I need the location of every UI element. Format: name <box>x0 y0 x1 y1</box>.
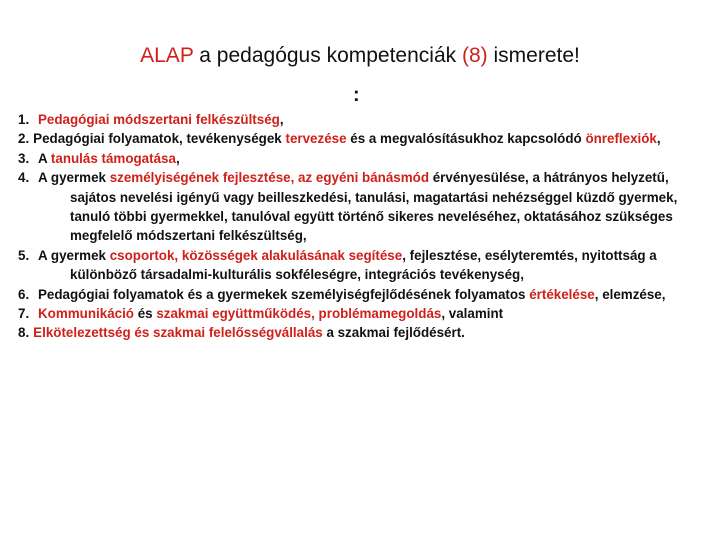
list-item-text: Pedagógiai folyamatok, tevékenységek <box>33 131 286 147</box>
list-item <box>18 246 708 285</box>
title-main: a pedagógus kompetenciák <box>193 44 462 67</box>
list-item-number: 5. <box>18 247 30 263</box>
list-item <box>18 304 708 323</box>
list-item-number: 8. <box>18 325 30 341</box>
list-item-text: , <box>175 150 180 166</box>
highlighted-text: tervezése <box>285 131 347 147</box>
list-item-number: 7. <box>18 306 30 322</box>
list-item-text: , valamint <box>441 306 504 322</box>
list-item-text: A gyermek <box>38 247 110 263</box>
list-item-number: 4. <box>18 170 30 186</box>
list-item <box>18 168 708 246</box>
list-item-number: 2. <box>18 131 30 147</box>
highlighted-text: csoportok, közösségek alakulásának segítése <box>109 247 403 263</box>
highlighted-text: Kommunikáció <box>38 306 134 322</box>
list-item-number: 3. <box>18 150 30 166</box>
list-item <box>18 285 708 304</box>
title-end: ismerete! <box>487 44 580 67</box>
list-item-number: 6. <box>18 286 30 302</box>
list-item-text: A <box>38 150 51 166</box>
title-count: (8) <box>461 44 488 67</box>
list-item-number: 1. <box>18 112 30 127</box>
list-item-text: érvényesülése, a hátrányos helyzetű, sajátos nevelési igényű vagy beilleszkedési, tanulási, magatartási nehézséggel küzdő gyermek, tanuló többi gyermekkel, tanulóval együtt történő sikeres neveléséhez, oktatásához szükséges megfelelő módszertani felkészültség, <box>70 170 678 244</box>
list-item-text: , fejlesztése, esélyteremtés, nyitottság a különböző társadalmi-kulturális sokféleségre, integrációs tevékenység, <box>70 247 657 283</box>
list-item <box>18 149 708 168</box>
list-item-text: és a megvalósításukhoz kapcsolódó <box>346 131 586 147</box>
list-item-text: , elemzése, <box>594 286 666 302</box>
highlighted-text: Elkötelezettség és szakmai felelősségvállalás <box>33 325 323 341</box>
highlighted-text: értékelése <box>529 286 595 302</box>
highlighted-text: személyiségének fejlesztése, az egyéni bánásmód <box>109 170 429 186</box>
page-title <box>0 44 720 68</box>
highlighted-text: szakmai együttműködés, problémamegoldás <box>156 306 442 322</box>
list-item-text: Pedagógiai folyamatok és a gyermekek személyiségfejlődésének folyamatos <box>38 286 530 302</box>
list-item-text: , <box>656 131 661 147</box>
list-item <box>18 129 708 148</box>
highlighted-text: Pedagógiai módszertani felkészültség <box>38 112 280 127</box>
list-item <box>18 110 708 129</box>
list-item-text: a szakmai fejlődésért. <box>322 325 465 341</box>
list-item <box>18 323 708 342</box>
list-item-text: és <box>133 306 157 322</box>
colon-mark: : <box>353 84 360 106</box>
list-item-text: , <box>279 112 284 127</box>
competency-list <box>18 110 708 343</box>
highlighted-text: önreflexiók <box>585 131 657 147</box>
list-item-text: A gyermek <box>38 170 110 186</box>
title-alap: ALAP <box>140 44 194 67</box>
highlighted-text: tanulás támogatása <box>50 150 176 166</box>
